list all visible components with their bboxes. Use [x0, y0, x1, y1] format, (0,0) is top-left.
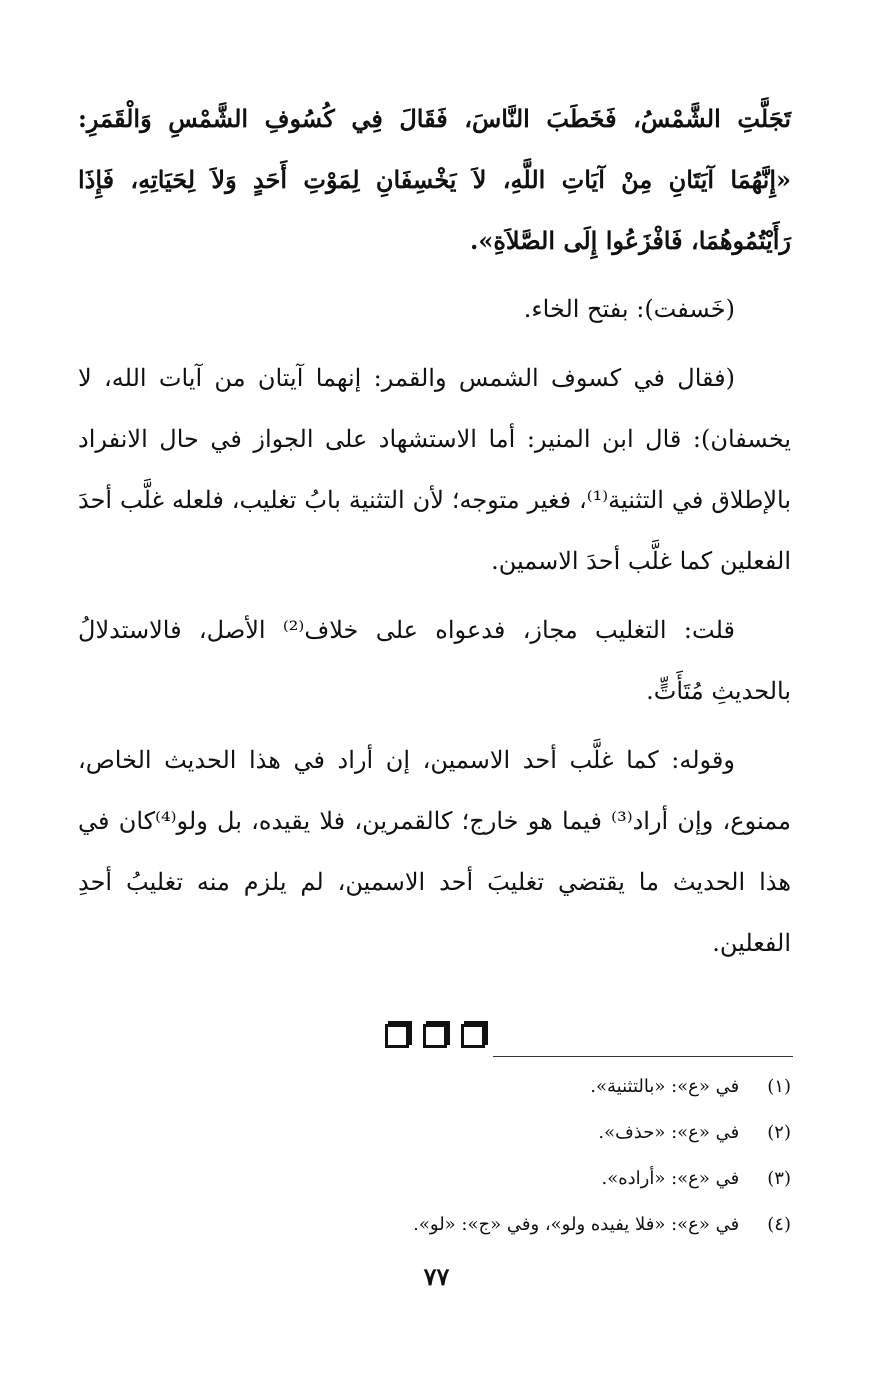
- footnote-number: (٣): [767, 1168, 791, 1189]
- separator-box-icon: [461, 1024, 485, 1048]
- separator-box-icon: [385, 1024, 409, 1048]
- footnote: [413, 1202, 791, 1248]
- footnote-number: (٤): [767, 1214, 791, 1235]
- footnote-number: (١): [767, 1076, 791, 1097]
- section-separator: [78, 1024, 791, 1048]
- footnote-text: في «ع»: «فلا يفيده ولو»، وفي «ج»: «لو».: [413, 1214, 740, 1235]
- footnote: [413, 1064, 791, 1110]
- footnote-divider: [493, 1056, 793, 1057]
- footnote-text: في «ع»: «أراده».: [601, 1168, 740, 1189]
- footnote-number: (٢): [767, 1122, 791, 1143]
- commentary-paragraph-2: (فقال في كسوف الشمس والقمر: إنهما آيتان من آيات الله، لا يخسفان): قال ابن المنير: أما الاستشهاد على الجواز في حال الانفراد بالإطلاق في التثنية⁽¹⁾، فغير متوجه؛ لأن التثنية بابُ تغليب، فلعله غلَّب أحدَ الفعلين كما غلَّب أحدَ الاسمين.: [78, 364, 791, 575]
- commentary-paragraph-4: وقوله: كما غلَّب أحد الاسمين، إن أراد في هذا الحديث الخاص، ممنوع، وإن أراد⁽³⁾ فيما هو خارج؛ كالقمرين، فلا يقيده، بل ولو⁽⁴⁾كان في هذا الحديث ما يقتضي تغليبَ أحد الاسمين، لم يلزم منه تغليبُ أحدِ الفعلين.: [78, 746, 791, 957]
- footnote: [413, 1110, 791, 1156]
- separator-box-icon: [423, 1024, 447, 1048]
- footnote-text: في «ع»: «بالتثنية».: [590, 1076, 740, 1097]
- footnote: [413, 1156, 791, 1202]
- footnote-text: في «ع»: «حذف».: [598, 1122, 740, 1143]
- commentary-paragraph-3: قلت: التغليب مجاز، فدعواه على خلاف⁽²⁾ الأصل، فالاستدلالُ بالحديثِ مُتَأَتٍّ.: [78, 616, 791, 705]
- page-number: ٧٧: [423, 1262, 450, 1291]
- footnotes: [413, 1064, 791, 1248]
- hadith-paragraph: تَجَلَّتِ الشَّمْسُ، فَخَطَبَ النَّاسَ، فَقَالَ فِي كُسُوفِ الشَّمْسِ وَالْقَمَرِ: «إِنَّهُمَا آيَتَانِ مِنْ آيَاتِ اللَّهِ، لاَ يَخْسِفَانِ لِمَوْتِ أَحَدٍ وَلاَ لِحَيَاتِهِ، فَإِذَا رَأَيْتُمُوهُمَا، فَافْزَعُوا إِلَى الصَّلاَةِ».: [78, 104, 791, 255]
- commentary-paragraph-1: (خَسفت): بفتح الخاء.: [523, 295, 735, 323]
